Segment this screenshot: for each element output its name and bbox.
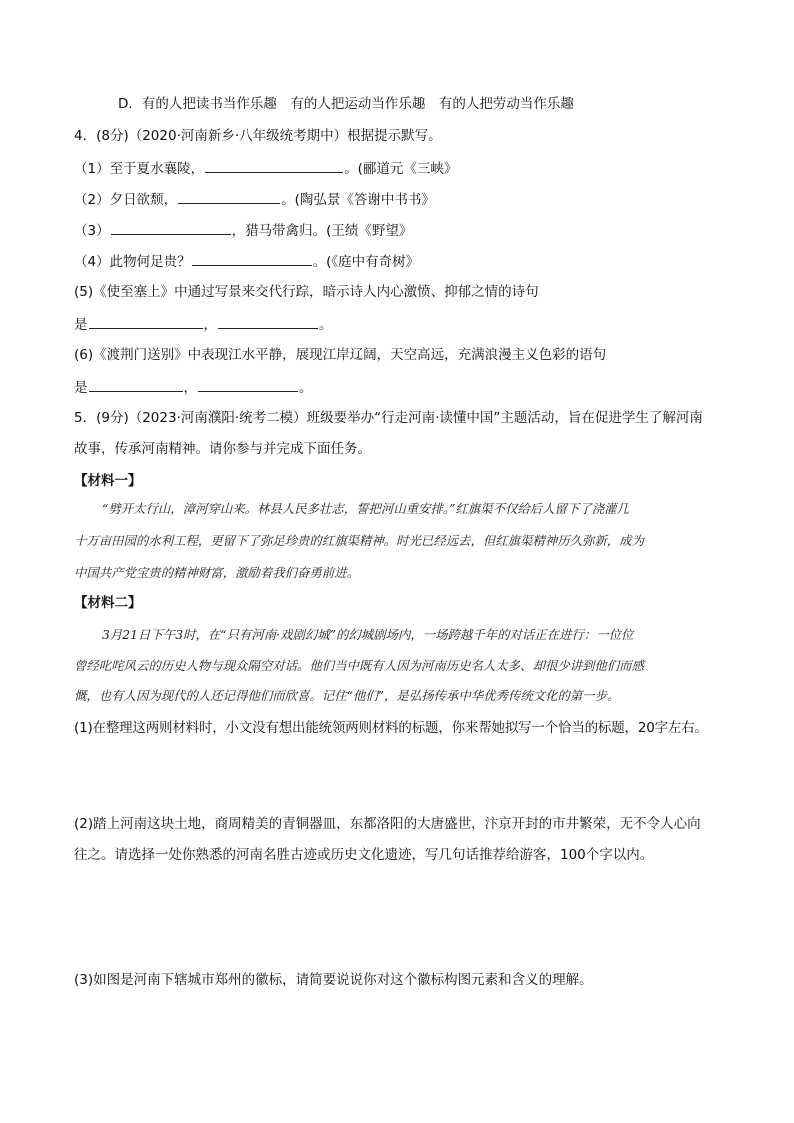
sub-question-2: (2)踏上河南这块土地，商周精美的青铜器皿，东都洛阳的大唐盛世，汴京开封的市井繁荣，无不令人心向 <box>74 816 701 832</box>
question-4-header: 4．(8分)（2020·河南新乡·八年级统考期中）根据提示默写。 <box>74 128 442 144</box>
material-2-title: 【材料二】 <box>74 595 142 611</box>
answer-blank[interactable] <box>178 189 280 204</box>
q4-item-2-before: （2）夕日欲颓， <box>74 192 178 208</box>
q4-item-1-after: 。(郦道元《三峡》 <box>344 161 458 177</box>
answer-blank[interactable] <box>198 377 298 392</box>
material-2-line-2: 曾经叱咤风云的历史人物与现众隔空对话。他们当中既有人因为河南历史名人太多、却很少讲到他们而感 <box>74 658 644 673</box>
q4-item-4-before: （4）此物何足贵？ <box>74 254 191 270</box>
answer-blank[interactable] <box>192 251 312 266</box>
sub-question-2-cont: 往之。请选择一处你熟悉的河南名胜古迹或历史文化遗迹，写几句话推荐给游客，100个字以内。 <box>74 847 654 863</box>
answer-end: 。 <box>299 380 313 396</box>
answer-prefix: 是 <box>74 380 88 396</box>
material-1-line-1: “劈开太行山，漳河穿山来。林县人民多壮志，誓把河山重安排。”红旗渠不仅给后人留下了浇灌几 <box>102 501 629 516</box>
material-2-line-1: 3月21日下午3时，在“只有河南·戏剧幻城”的幻城剧场内，一场跨越千年的对话正在进行：一位位 <box>102 627 634 642</box>
answer-blank[interactable] <box>89 377 183 392</box>
q4-item-3 <box>74 220 412 241</box>
material-1-line-3: 中国共产党宝贵的精神财富，激励着我们奋勇前进。 <box>74 565 359 580</box>
q4-item-4-after: 。(《庭中有奇树》 <box>312 254 420 270</box>
q4-item-5-prompt: (5)《使至塞上》中通过写景来交代行踪，暗示诗人内心激愤、抑郁之情的诗句 <box>74 284 539 300</box>
answer-prefix: 是 <box>74 317 88 333</box>
answer-end: 。 <box>319 317 333 333</box>
answer-blank[interactable] <box>205 158 343 173</box>
answer-blank[interactable] <box>218 314 318 329</box>
answer-separator: ， <box>203 317 217 333</box>
q4-item-2-after: 。(陶弘景《答谢中书书》 <box>281 192 435 208</box>
question-5-header-cont: 故事，传承河南精神。请你参与并完成下面任务。 <box>74 441 371 457</box>
q4-item-1 <box>74 158 457 179</box>
q4-item-4 <box>74 251 419 272</box>
q4-item-3-before: （3） <box>74 223 110 239</box>
q4-item-1-before: （1）至于夏水襄陵， <box>74 161 205 177</box>
answer-blank[interactable] <box>111 220 231 235</box>
material-2-line-3: 慨，也有人因为现代的人还记得他们而欣喜。记住“他们”，是弘扬传承中华优秀传统文化的第一步。 <box>74 688 620 703</box>
sub-question-1: (1)在整理这两则材料时，小文没有想出能统领两则材料的标题，你来帮她拟写一个恰当的标题，20字左右。 <box>74 720 708 736</box>
option-d: D．有的人把读书当作乐趣 有的人把运动当作乐趣 有的人把劳动当作乐趣 <box>118 96 574 112</box>
material-1-line-2: 十万亩田园的水利工程，更留下了弥足珍贵的红旗渠精神。时光已经远去，但红旗渠精神历久弥新，成为 <box>74 533 644 548</box>
material-1-title: 【材料一】 <box>74 473 142 489</box>
question-5-header: 5．(9分)（2023·河南濮阳·统考二模）班级要举办“行走河南·读懂中国”主题活动，旨在促进学生了解河南 <box>74 410 703 426</box>
q4-item-6-answer <box>74 377 313 398</box>
q4-item-6-prompt: (6)《渡荆门送别》中表现江水平静，展现江岸辽阔，天空高远，充满浪漫主义色彩的语句 <box>74 347 607 363</box>
q4-item-3-after: ，猎马带禽归。(王绩《野望》 <box>231 223 413 239</box>
sub-question-3: (3)如图是河南下辖城市郑州的徽标，请简要说说你对这个徽标构图元素和含义的理解。 <box>74 972 593 988</box>
q4-item-2 <box>74 189 435 210</box>
q4-item-5-answer <box>74 314 333 335</box>
answer-blank[interactable] <box>89 314 203 329</box>
answer-separator: ， <box>183 380 197 396</box>
